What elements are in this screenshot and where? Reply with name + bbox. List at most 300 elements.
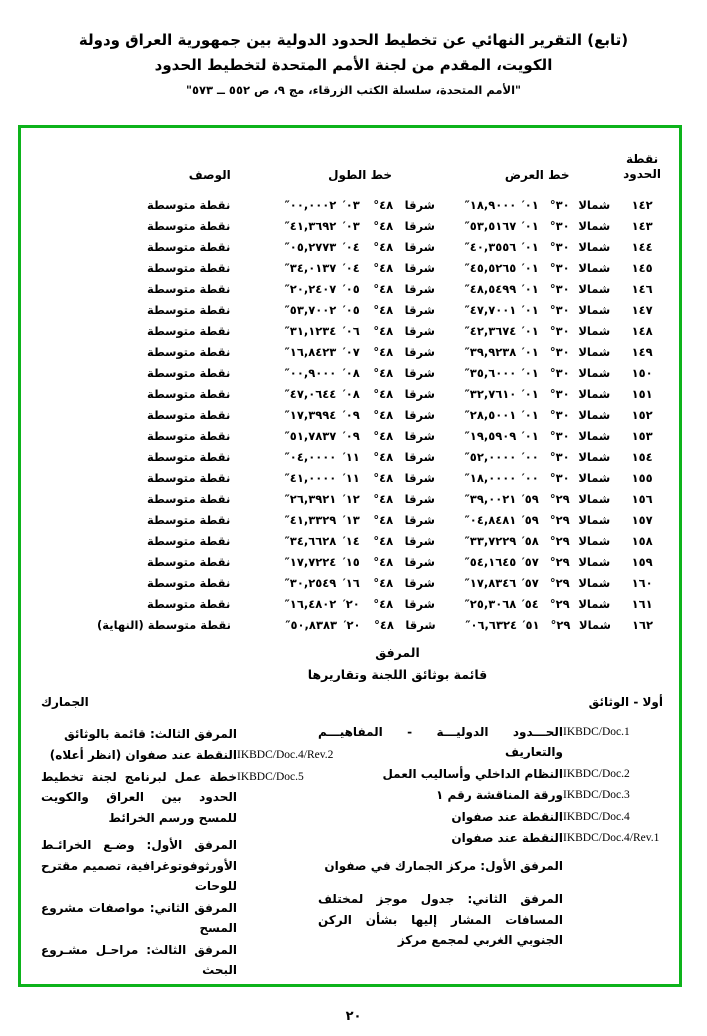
- longitude-minutes: ′٠٥: [342, 302, 360, 317]
- table-row: [21, 509, 679, 530]
- latitude-seconds: ″٣٢,٧٦١٠: [464, 386, 517, 401]
- longitude-degrees: °٤٨: [373, 554, 394, 569]
- point-description: نقطة متوسطة: [146, 302, 231, 317]
- latitude-value: [461, 450, 613, 464]
- latitude-seconds: ″٥٢,٠٠٠٠: [464, 449, 517, 464]
- longitude-degrees: °٤٨: [373, 281, 394, 296]
- point-description: نقطة متوسطة: [146, 470, 231, 485]
- longitude-value: [280, 282, 439, 296]
- longitude-minutes: ′٠٣: [342, 218, 360, 233]
- boundary-table-body: [21, 194, 679, 635]
- longitude-value: [280, 534, 439, 548]
- latitude-direction: شمالا: [578, 428, 611, 443]
- longitude-seconds: ″١٧,٣٩٩٤: [284, 407, 337, 422]
- longitude-value: [280, 387, 439, 401]
- longitude-direction: شرقا: [404, 323, 435, 338]
- document-list-item: [318, 856, 663, 877]
- point-description: نقطة متوسطة: [146, 344, 231, 359]
- table-row: [21, 320, 679, 341]
- point-number: ١٤٩: [631, 344, 653, 359]
- latitude-minutes: ′٠١: [521, 218, 539, 233]
- latitude-value: [461, 534, 613, 548]
- latitude-degrees: °٣٠: [549, 470, 570, 485]
- longitude-degrees: °٤٨: [373, 512, 394, 527]
- latitude-seconds: ″٣٩,٩٢٣٨: [464, 344, 517, 359]
- longitude-direction: شرقا: [404, 365, 435, 380]
- document-title: النظام الداخلي وأساليب العمل: [382, 766, 563, 781]
- latitude-direction: شمالا: [579, 617, 611, 632]
- latitude-seconds: ″٢٥,٣٠٦٨: [464, 596, 517, 611]
- document-list-item: [41, 835, 313, 897]
- longitude-seconds: ″٥٠,٨٣٨٣: [285, 617, 337, 632]
- longitude-seconds: ″٥١,٧٨٣٧: [284, 428, 337, 443]
- doc-items-left: [41, 724, 334, 981]
- document-list-item: [318, 764, 663, 785]
- point-number: ١٥١: [631, 386, 653, 401]
- latitude-value: [461, 555, 613, 569]
- document-code: IKBDC/Doc.4: [563, 810, 630, 823]
- point-number: ١٥٧: [631, 512, 653, 527]
- document-list-item: [41, 898, 313, 939]
- latitude-direction: شمالا: [578, 323, 611, 338]
- latitude-degrees: °٣٠: [549, 281, 570, 296]
- point-description: نقطة متوسطة: [146, 386, 231, 401]
- point-number: ١٦١: [631, 596, 653, 611]
- longitude-seconds: ″٠٤,٠٠٠٠: [284, 449, 337, 464]
- table-row: [21, 530, 679, 551]
- latitude-value: [461, 471, 613, 485]
- longitude-minutes: ′٢٠: [342, 596, 360, 611]
- longitude-value: [280, 555, 439, 569]
- longitude-direction: شرقا: [404, 491, 435, 506]
- table-row: [21, 362, 679, 383]
- longitude-direction: شرقا: [404, 512, 435, 527]
- longitude-minutes: ′٠٧: [342, 344, 360, 359]
- longitude-degrees: °٤٨: [373, 197, 394, 212]
- source-citation: "الأمم المتحدة، سلسلة الكتب الزرقاء، مج ٩، ص ٥٥٢ ــ ٥٧٣": [185, 83, 522, 97]
- longitude-direction: شرقا: [404, 470, 435, 485]
- latitude-direction: شمالا: [578, 197, 611, 212]
- latitude-value: [461, 240, 613, 254]
- column-header-longitude: خط الطول: [328, 168, 393, 182]
- document-title: المرفق الأول: مركز الجمارك في صفوان: [324, 858, 563, 873]
- longitude-value: [280, 471, 439, 485]
- longitude-direction: شرقا: [404, 596, 435, 611]
- point-number: ١٥٢: [631, 407, 653, 422]
- longitude-degrees: °٤٨: [373, 386, 394, 401]
- longitude-minutes: ′١٢: [342, 491, 360, 506]
- latitude-direction: شمالا: [578, 449, 611, 464]
- longitude-seconds: ″١٦,٨٤٢٣: [284, 344, 337, 359]
- latitude-degrees: °٣٠: [549, 239, 570, 254]
- document-list-item: [41, 745, 334, 766]
- latitude-value: [461, 303, 613, 317]
- latitude-direction: شمالا: [578, 554, 611, 569]
- point-number: ١٥٦: [631, 491, 653, 506]
- stray-word: الجمارك: [41, 695, 89, 709]
- point-description: نقطة متوسطة: [146, 260, 231, 275]
- point-description: نقطة متوسطة: [146, 365, 231, 380]
- latitude-seconds: ″٤٧,٧٠٠١: [464, 302, 517, 317]
- latitude-minutes: ′٠١: [521, 281, 539, 296]
- longitude-degrees: °٤٨: [373, 449, 394, 464]
- latitude-minutes: ′٥٧: [521, 575, 539, 590]
- longitude-minutes: ′١٣: [342, 512, 360, 527]
- longitude-degrees: °٤٨: [373, 365, 394, 380]
- point-description: نقطة متوسطة: [146, 239, 231, 254]
- document-title: خطة عمل لبرنامج لجنة تخطيط الحدود بين العراق والكويت للمسح ورسم الخرائط: [41, 769, 237, 825]
- document-title: النقطة عند صفوان (انظر أعلاه): [49, 748, 237, 762]
- point-description: نقطة متوسطة: [146, 428, 231, 443]
- latitude-value: [461, 408, 613, 422]
- latitude-value: [461, 597, 613, 611]
- latitude-direction: شمالا: [578, 239, 611, 254]
- latitude-degrees: °٣٠: [549, 428, 570, 443]
- longitude-degrees: °٤٨: [373, 491, 394, 506]
- longitude-degrees: °٤٨: [373, 344, 394, 359]
- longitude-seconds: ″٤١,٣٦٩٢: [284, 218, 337, 233]
- latitude-value: [461, 492, 613, 506]
- latitude-degrees: °٢٩: [549, 533, 570, 548]
- longitude-seconds: ″٢٦,٣٩٢١: [284, 491, 337, 506]
- latitude-minutes: ′٠١: [521, 239, 539, 254]
- longitude-value: [280, 324, 439, 338]
- longitude-minutes: ′٠٩: [342, 407, 360, 422]
- latitude-seconds: ″١٧,٨٣٤٦: [464, 575, 517, 590]
- latitude-degrees: °٣٠: [549, 365, 570, 380]
- table-row: [21, 236, 679, 257]
- column-header-boundary-point-line1: نقطة: [625, 152, 659, 166]
- longitude-minutes: ′٠٩: [342, 428, 360, 443]
- latitude-value: [461, 261, 613, 275]
- latitude-value: [461, 282, 613, 296]
- longitude-direction: شرقا: [405, 617, 436, 632]
- longitude-seconds: ″٠٥,٢٧٧٣: [284, 239, 337, 254]
- point-description: نقطة متوسطة: [146, 512, 231, 527]
- documents-list: [21, 682, 679, 982]
- latitude-minutes: ′٠٠: [521, 470, 539, 485]
- table-row: [21, 194, 679, 215]
- latitude-minutes: ′٥٩: [521, 512, 539, 527]
- latitude-seconds: ″١٩,٥٩٠٩: [464, 428, 517, 443]
- latitude-degrees: °٣٠: [549, 260, 570, 275]
- latitude-value: [461, 219, 613, 233]
- longitude-value: [280, 303, 439, 317]
- latitude-minutes: ′٠٠: [521, 449, 539, 464]
- latitude-degrees: °٢٩: [549, 596, 570, 611]
- section-heading-documents: أولا - الوثائق: [588, 695, 663, 709]
- document-code: IKBDC/Doc.5: [237, 770, 304, 783]
- latitude-value: [461, 324, 613, 338]
- column-header-description: الوصف: [188, 168, 231, 182]
- latitude-direction: شمالا: [578, 218, 611, 233]
- point-description: نقطة متوسطة: [146, 491, 231, 506]
- latitude-degrees: °٣٠: [549, 407, 570, 422]
- latitude-direction: شمالا: [578, 260, 611, 275]
- table-row: [21, 215, 679, 236]
- longitude-minutes: ′٠٥: [342, 281, 360, 296]
- latitude-minutes: ′٥٤: [521, 596, 539, 611]
- latitude-seconds: ″٤٨,٥٤٩٩: [464, 281, 517, 296]
- latitude-seconds: ″٤٢,٣٦٧٤: [464, 323, 517, 338]
- document-title: الحـــدود الدوليـــة - المفاهيـــم والتعاريف: [318, 724, 563, 759]
- longitude-seconds: ″١٧,٧٢٢٤: [284, 554, 337, 569]
- report-title-line-1: (تابع) التقرير النهائي عن تخطيط الحدود الدولية بين جمهورية العراق ودولة: [78, 31, 629, 49]
- table-row: [21, 383, 679, 404]
- longitude-value: [280, 366, 439, 380]
- longitude-seconds: ″٤١,٣٣٢٩: [284, 512, 337, 527]
- longitude-minutes: ′٠٦: [342, 323, 360, 338]
- longitude-value: [280, 240, 439, 254]
- annotation-box: [18, 125, 682, 987]
- longitude-value: [280, 450, 439, 464]
- longitude-degrees: °٤٨: [373, 260, 394, 275]
- table-row: [21, 488, 679, 509]
- longitude-minutes: ′٠٨: [342, 365, 360, 380]
- table-header-row: [21, 128, 679, 186]
- point-number: ١٤٨: [631, 323, 653, 338]
- document-list-item: [318, 722, 663, 763]
- document-header: [0, 0, 707, 97]
- longitude-direction: شرقا: [404, 281, 435, 296]
- latitude-degrees: °٢٩: [550, 617, 571, 632]
- annex-header: [21, 645, 679, 682]
- latitude-direction: شمالا: [578, 407, 611, 422]
- longitude-minutes: ′١١: [342, 470, 360, 485]
- latitude-minutes: ′٠١: [521, 407, 539, 422]
- point-description: نقطة متوسطة: [146, 218, 231, 233]
- longitude-value: [281, 618, 440, 632]
- latitude-degrees: °٣٠: [549, 386, 570, 401]
- document-list-item: [318, 785, 663, 806]
- longitude-value: [280, 597, 439, 611]
- longitude-degrees: °٤٨: [373, 218, 394, 233]
- point-description: نقطة متوسطة: [146, 197, 231, 212]
- point-description: نقطة متوسطة: [146, 449, 231, 464]
- longitude-degrees: °٤٨: [373, 533, 394, 548]
- table-row: [21, 404, 679, 425]
- longitude-direction: شرقا: [404, 575, 435, 590]
- annex-subtitle: قائمة بوثائق اللجنة وتقاريرها: [307, 667, 488, 682]
- longitude-minutes: ′١٥: [342, 554, 360, 569]
- latitude-seconds: ″٤٥,٥٢٦٥: [464, 260, 517, 275]
- point-description: نقطة متوسطة: [146, 323, 231, 338]
- longitude-direction: شرقا: [404, 218, 435, 233]
- latitude-minutes: ′٠١: [521, 386, 539, 401]
- point-number: ١٤٧: [631, 302, 653, 317]
- page-number: ٢٠: [345, 1009, 362, 1024]
- longitude-direction: شرقا: [404, 533, 435, 548]
- longitude-minutes: ′٠٨: [342, 386, 360, 401]
- document-code: IKBDC/Doc.4/Rev.1: [563, 832, 660, 844]
- longitude-seconds: ″٢٠,٢٤٠٧: [284, 281, 337, 296]
- point-number: ١٥٤: [631, 449, 653, 464]
- longitude-seconds: ″٣١,١٢٣٤: [284, 323, 337, 338]
- longitude-direction: شرقا: [404, 302, 435, 317]
- latitude-direction: شمالا: [578, 365, 611, 380]
- latitude-value: [461, 576, 613, 590]
- latitude-seconds: ″٤٠,٣٥٥٦: [464, 239, 517, 254]
- longitude-minutes: ′١١: [342, 449, 360, 464]
- longitude-minutes: ′٢٠: [343, 617, 361, 632]
- doc-items-right: [318, 722, 663, 951]
- latitude-value: [461, 513, 613, 527]
- latitude-seconds: ″١٨,٠٠٠٠: [464, 470, 517, 485]
- latitude-minutes: ′٥٨: [521, 533, 539, 548]
- document-list-item: [318, 828, 663, 849]
- table-row: [21, 572, 679, 593]
- latitude-value: [461, 345, 613, 359]
- longitude-direction: شرقا: [404, 197, 435, 212]
- latitude-minutes: ′٥٩: [521, 491, 539, 506]
- document-code: IKBDC/Doc.1: [563, 725, 630, 738]
- point-number: ١٤٥: [631, 260, 653, 275]
- latitude-minutes: ′٠١: [521, 365, 539, 380]
- column-header-boundary-point: [623, 152, 661, 182]
- point-number: ١٤٢: [631, 197, 653, 212]
- documents-column-left: [41, 692, 334, 982]
- table-row: [21, 425, 679, 446]
- latitude-direction: شمالا: [578, 491, 611, 506]
- latitude-direction: شمالا: [578, 533, 611, 548]
- document-title: المرفق الثاني: مواصفات مشروع المسح: [41, 900, 237, 935]
- document-title: النقطة عند صفوان: [451, 831, 563, 845]
- longitude-seconds: ″٤٧,٠٦٤٤: [284, 386, 337, 401]
- longitude-value: [280, 492, 439, 506]
- latitude-degrees: °٣٠: [549, 449, 570, 464]
- latitude-seconds: ″٠٤,٨٤٨١: [464, 512, 517, 527]
- longitude-value: [280, 219, 439, 233]
- point-number: ١٥٨: [631, 533, 653, 548]
- longitude-degrees: °٤٨: [373, 470, 394, 485]
- latitude-direction: شمالا: [578, 470, 611, 485]
- table-row: [21, 446, 679, 467]
- latitude-minutes: ′٠١: [521, 302, 539, 317]
- latitude-minutes: ′٠١: [521, 197, 539, 212]
- latitude-value: [461, 429, 613, 443]
- latitude-seconds: ″٣٥,٦٠٠٠: [464, 365, 517, 380]
- point-number: ١٤٤: [631, 239, 653, 254]
- point-number: ١٤٦: [631, 281, 653, 296]
- longitude-minutes: ′١٦: [342, 575, 360, 590]
- column-header-boundary-point-line2: الحدود: [623, 167, 661, 181]
- longitude-direction: شرقا: [404, 449, 435, 464]
- longitude-degrees: °٤٨: [373, 575, 394, 590]
- latitude-value: [461, 366, 613, 380]
- latitude-direction: شمالا: [578, 596, 611, 611]
- document-title: ورقة المناقشة رقم ١: [436, 788, 563, 802]
- latitude-degrees: °٢٩: [549, 554, 570, 569]
- point-description: نقطة متوسطة: [146, 596, 231, 611]
- longitude-minutes: ′٠٤: [342, 260, 360, 275]
- latitude-direction: شمالا: [578, 512, 611, 527]
- longitude-degrees: °٤٨: [373, 239, 394, 254]
- latitude-value: [461, 198, 613, 212]
- latitude-minutes: ′٠١: [521, 428, 539, 443]
- point-description: نقطة متوسطة: [146, 554, 231, 569]
- document-title: المرفق الثالث: قائمة بالوثائق: [64, 726, 237, 741]
- point-number: ١٥٣: [631, 428, 653, 443]
- latitude-degrees: °٣٠: [549, 218, 570, 233]
- point-number: ١٥٩: [631, 554, 653, 569]
- longitude-direction: شرقا: [404, 344, 435, 359]
- longitude-direction: شرقا: [404, 428, 435, 443]
- document-list-item: [318, 807, 663, 828]
- point-number: ١٦٢: [631, 617, 654, 632]
- latitude-seconds: ″١٨,٩٠٠٠: [464, 197, 517, 212]
- document-list-item: [41, 724, 313, 745]
- latitude-degrees: °٢٩: [549, 512, 570, 527]
- annex-title: المرفق: [375, 645, 420, 660]
- latitude-value: [462, 618, 614, 632]
- longitude-seconds: ″٣٤,٠١٣٧: [284, 260, 337, 275]
- latitude-minutes: ′٥١: [522, 617, 540, 632]
- table-row: [21, 278, 679, 299]
- latitude-minutes: ′٠١: [521, 344, 539, 359]
- point-description: نقطة متوسطة: [146, 533, 231, 548]
- latitude-direction: شمالا: [578, 344, 611, 359]
- document-code: IKBDC/Doc.2: [563, 767, 630, 780]
- longitude-seconds: ″١٦,٤٨٠٢: [284, 596, 337, 611]
- table-row: [21, 299, 679, 320]
- latitude-minutes: ′٠١: [521, 323, 539, 338]
- document-title: المرفق الأول: وضـع الخرائـط الأورثوفوتوغرافية، تصميم مقترح للوحات: [41, 838, 237, 893]
- longitude-degrees: °٤٨: [373, 323, 394, 338]
- latitude-seconds: ″٣٩,٠٠٢١: [464, 491, 517, 506]
- point-number: ١٥٠: [631, 365, 653, 380]
- latitude-degrees: °٢٩: [549, 575, 570, 590]
- latitude-direction: شمالا: [578, 281, 611, 296]
- latitude-degrees: °٣٠: [549, 344, 570, 359]
- point-description: نقطة متوسطة: [146, 281, 231, 296]
- table-row: [21, 551, 679, 572]
- table-row: [21, 341, 679, 362]
- longitude-direction: شرقا: [404, 407, 435, 422]
- document-title: المرفق الثاني: جدول موجز لمختلف المسافات المشار إليها بشأن الركن الجنوبي الغربي لمجمع مركز: [318, 892, 563, 947]
- table-row: [21, 593, 679, 614]
- latitude-direction: شمالا: [578, 302, 611, 317]
- point-description: نقطة متوسطة: [146, 575, 231, 590]
- latitude-seconds: ″٥٣,٥١٦٧: [464, 218, 517, 233]
- latitude-seconds: ″٠٦,٦٣٢٤: [465, 617, 517, 632]
- latitude-seconds: ″٣٣,٧٢٢٩: [464, 533, 517, 548]
- latitude-degrees: °٢٩: [549, 491, 570, 506]
- document-list-item: [318, 889, 663, 951]
- longitude-seconds: ″٤١,٠٠٠٠: [284, 470, 337, 485]
- longitude-degrees: °٤٨: [373, 428, 394, 443]
- point-number: ١٤٣: [631, 218, 653, 233]
- table-row: [21, 614, 679, 635]
- longitude-degrees: °٤٨: [373, 407, 394, 422]
- longitude-direction: شرقا: [404, 386, 435, 401]
- longitude-value: [280, 513, 439, 527]
- point-description: نقطة متوسطة: [146, 407, 231, 422]
- documents-column-right: [318, 692, 663, 982]
- longitude-value: [280, 198, 439, 212]
- point-number: ١٦٠: [631, 575, 653, 590]
- latitude-direction: شمالا: [578, 386, 611, 401]
- point-number: ١٥٥: [631, 470, 653, 485]
- longitude-seconds: ″٠٠,٩٠٠٠: [284, 365, 337, 380]
- longitude-value: [280, 576, 439, 590]
- longitude-degrees: °٤٨: [374, 617, 394, 632]
- latitude-minutes: ′٠١: [521, 260, 539, 275]
- document-code: IKBDC/Doc.3: [563, 789, 630, 801]
- longitude-direction: شرقا: [404, 239, 435, 254]
- longitude-minutes: ′٠٣: [342, 197, 360, 212]
- longitude-minutes: ′٠٤: [342, 239, 360, 254]
- longitude-value: [280, 429, 439, 443]
